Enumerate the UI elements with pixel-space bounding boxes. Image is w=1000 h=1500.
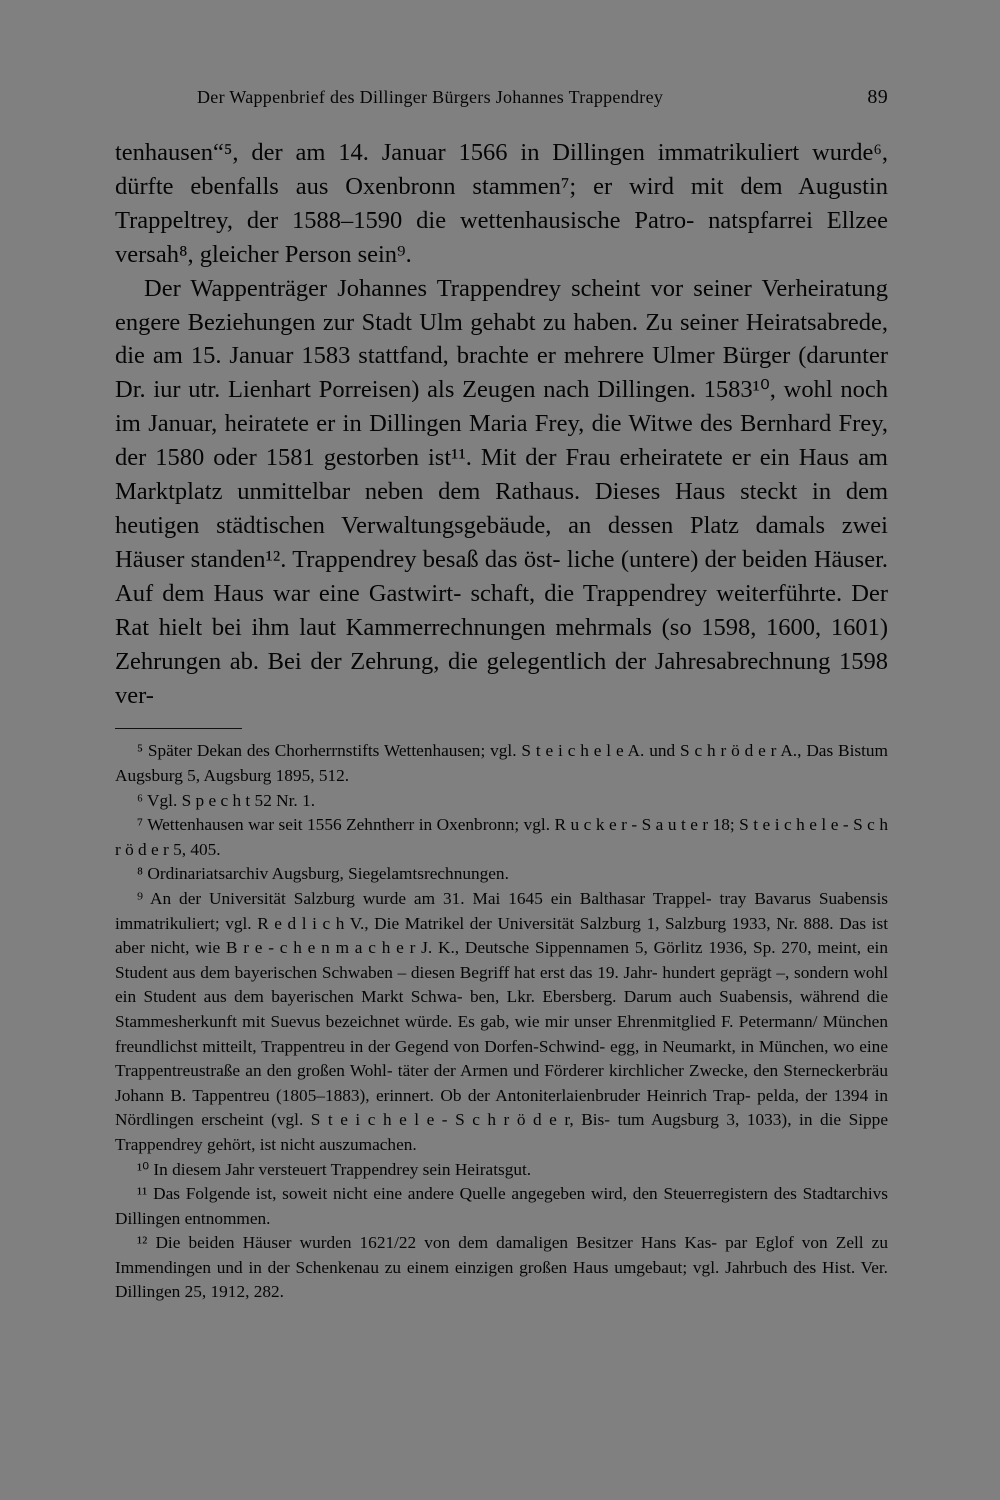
running-head-title: Der Wappenbrief des Dillinger Bürgers Johannes Trappendrey xyxy=(197,87,664,107)
footnote-8 xyxy=(115,862,888,887)
footnote-11 xyxy=(115,1182,888,1231)
footnote-line: c h e n m a c h e r J. K., Deutsche Sippennamen 5, Görlitz 1936, Sp. 270, meint, xyxy=(279,938,867,958)
footnote-line: München freundlichst mitteilt, Trappentreu in der Gegend von Dorfen-Schwind- xyxy=(115,1011,888,1056)
paragraph-line: als Zeugen nach Dillingen. 1583¹⁰, wohl noch im Januar, heiratete er xyxy=(115,376,889,438)
footnote-line: und S c h r ö d e r A., Das Bistum Augsburg 5, Augsburg 1895, 512. xyxy=(115,741,888,785)
footnote-5 xyxy=(115,739,888,788)
paragraph-line: Kammerrechnungen mehrmals (so 1598, 1600, 1601) Zehrungen ab. xyxy=(115,613,888,675)
paragraph-line: Verheiratung engere Beziehungen zur Stadt Ulm gehabt zu haben. xyxy=(115,274,888,336)
footnote-line: ⁸ Ordinariatsarchiv Augsburg, Siegelamtsrechnungen. xyxy=(137,864,509,884)
footnote-line: ben, Lkr. Ebersberg. Darum auch Suabensis, während die Stammesherkunft mit xyxy=(115,987,889,1031)
paragraph-2 xyxy=(115,272,888,713)
paragraph-line: Zu seiner Heiratsabrede, die am 15. Januar 1583 stattfand, brachte xyxy=(115,308,888,370)
paragraph-line: am Marktplatz unmittelbar neben dem Rathaus. Dieses Haus xyxy=(115,444,888,506)
footnote-9 xyxy=(115,887,888,1158)
paragraph-line: in Dillingen Maria Frey, die Witwe des Bernhard Frey, der 1580 xyxy=(115,410,888,472)
running-head xyxy=(115,86,888,109)
page-number: 89 xyxy=(867,86,888,108)
footnote-line: ⁶ Vgl. S p e c h t 52 Nr. 1. xyxy=(137,790,316,810)
footnotes xyxy=(115,739,888,1305)
footnote-line: S a u t e r 18; S t e i c h e l e - S c h r ö d e r 5, 405. xyxy=(115,815,888,859)
footnote-line: pelda, der 1394 in Nördlingen erscheint (vgl. S t e i c h e l e - S c h r ö d e r, Bis- xyxy=(115,1085,889,1130)
paragraph-line: Bei der Zehrung, die gelegentlich der Jahresabrechnung 1598 ver- xyxy=(115,647,888,709)
footnote-line: ⁹ An der Universität Salzburg wurde am 31. Mai 1645 ein Balthasar Trappel- xyxy=(137,888,712,908)
paragraph-line: schaft, die Trappendrey weiterführte. Der Rat hielt bei ihm laut xyxy=(115,579,888,641)
paragraph-line: liche (untere) der beiden Häuser. Auf dem Haus war eine Gastwirt- xyxy=(115,545,889,607)
footnote-line: ⁷ Wettenhausen war seit 1556 Zehntherr in Oxenbronn; vgl. R u c k e r - xyxy=(137,815,638,835)
footnote-line: Steuerregistern des Stadtarchivs Dillingen entnommen. xyxy=(115,1184,888,1228)
page xyxy=(115,86,888,1305)
footnote-12 xyxy=(115,1231,888,1305)
footnote-line: Suevus bezeichnet würde. Es gab, wie mir unser Ehrenmitglied F. Petermann/ xyxy=(270,1011,823,1031)
footnote-line: tum Augsburg 3, 1033), in die Sippe Trappendrey gehört, ist nicht auszumachen. xyxy=(115,1110,888,1154)
footnote-line: hundert geprägt –, sondern wohl ein Student aus dem bayerischen Markt Schwa- xyxy=(115,962,889,1007)
paragraph-line: Platz damals zwei Häuser standen¹². Trappendrey besaß das öst- xyxy=(115,511,888,573)
footnote-7 xyxy=(115,813,888,862)
footnote-line: ¹¹ Das Folgende ist, soweit nicht eine andere Quelle angegeben wird, den xyxy=(137,1184,664,1204)
paragraph-1 xyxy=(115,136,888,272)
footnote-line: ¹⁰ In diesem Jahr versteuert Trappendrey sein Heiratsgut. xyxy=(137,1159,532,1179)
paragraph-line: Der Wappenträger Johannes Trappendrey scheint vor seiner xyxy=(144,274,762,302)
footnote-10 xyxy=(115,1158,888,1183)
footnote-line: ein Student aus dem bayerischen Schwaben – diesen Begriff hat erst das 19. Jahr- xyxy=(115,938,888,982)
footnote-line: tray Bavarus Suabensis immatrikuliert; vgl. R e d l i c h V., Die Matrikel der xyxy=(115,888,888,933)
footnote-line: egg, in Neumarkt, in München, wo eine Trappentreustraße an den großen Wohl- xyxy=(115,1036,888,1081)
footnote-line: großen Haus umgebaut; vgl. Jahrbuch des Hist. Ver. Dillingen 25, 1912, 282. xyxy=(115,1257,888,1302)
footnote-line: par Eglof von Zell zu Immendingen und in der Schenkenau zu einem einzigen xyxy=(115,1233,888,1277)
footnote-divider xyxy=(115,728,242,729)
paragraph-line: er mehrere Ulmer Bürger (darunter Dr. iur utr. Lienhart Porreisen) xyxy=(115,342,888,404)
footnote-6 xyxy=(115,789,888,814)
paragraph-line: oder 1581 gestorben ist¹¹. Mit der Frau erheiratete er ein Haus xyxy=(213,444,859,472)
paragraph-line: wurde⁶, dürfte ebenfalls aus Oxenbronn stammen⁷; er wird mit dem xyxy=(115,139,888,200)
paragraph-line: Augustin Trappeltrey, der 1588–1590 die wettenhausische Patro- xyxy=(115,172,888,234)
body-text xyxy=(115,136,888,712)
footnote-line: ⁵ Später Dekan des Chorherrnstifts Wettenhausen; vgl. S t e i c h e l e A. xyxy=(137,741,650,761)
paragraph-line: natspfarrei Ellzee versah⁸, gleicher Person sein⁹. xyxy=(115,206,888,268)
footnote-line: ¹² Die beiden Häuser wurden 1621/22 von dem damaligen Besitzer Hans Kas- xyxy=(137,1233,718,1253)
footnote-line: täter der Armen und Förderer kirchlicher Zwecke, den Sterneckerbräu Johann xyxy=(115,1061,888,1105)
paragraph-line: tenhausen“⁵, der am 14. Januar 1566 in Dillingen immatrikuliert xyxy=(115,139,813,166)
paragraph-line: steckt in dem heutigen städtischen Verwaltungsgebäude, an dessen xyxy=(115,478,888,539)
footnote-line: Universität Salzburg 1, Salzburg 1933, Nr. 888. Das ist aber nicht, wie B r e - xyxy=(115,913,888,958)
footnote-line: B. Tappentreu (1805–1883), erinnert. Ob der Antoniterlaienbruder Heinrich Trap- xyxy=(170,1085,751,1105)
